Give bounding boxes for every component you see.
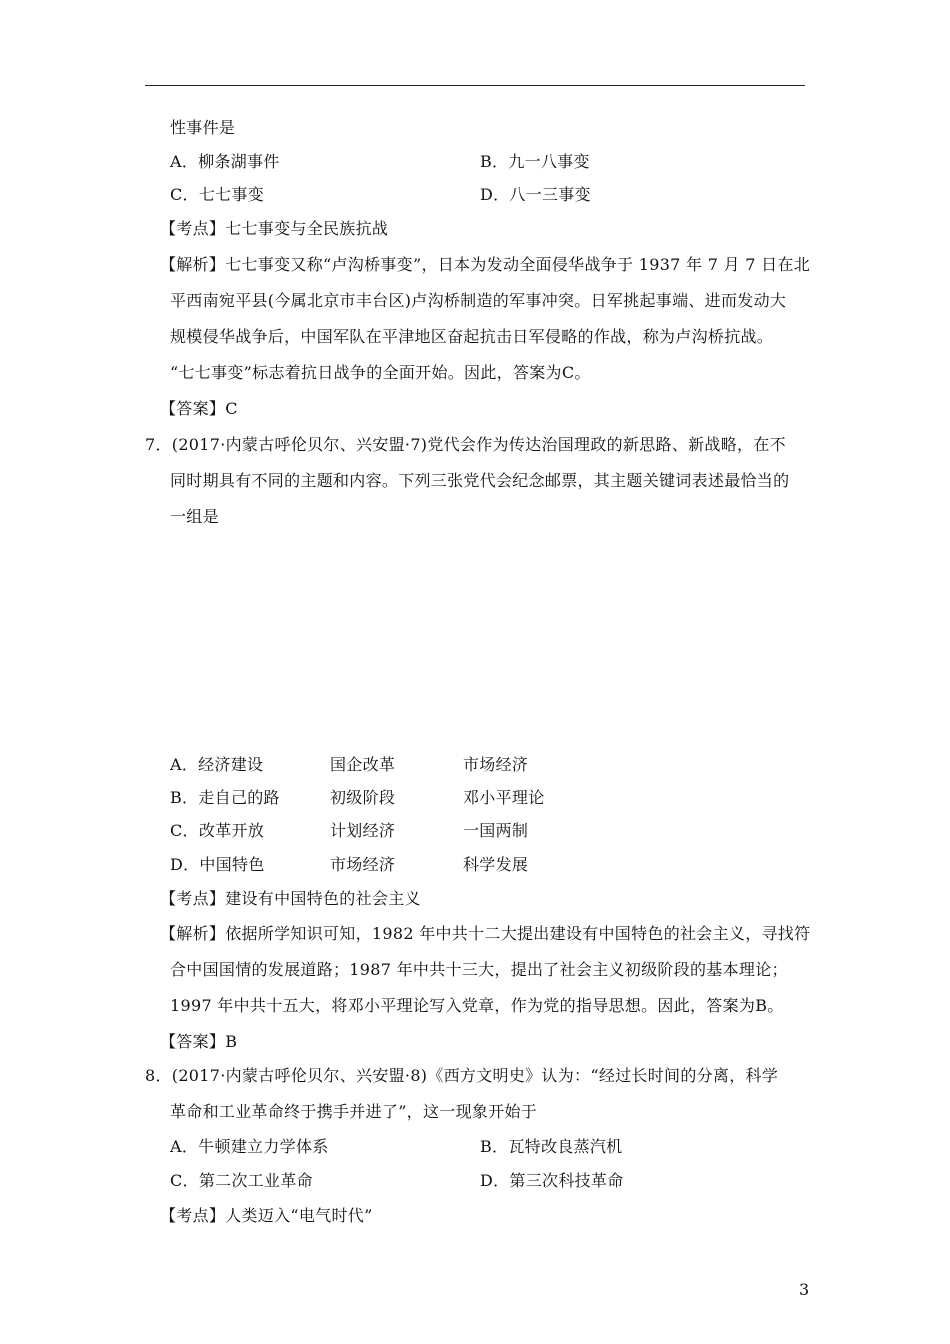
q7-kaodian: 【考点】建设有中国特色的社会主义 — [160, 889, 421, 908]
q6-jiexi-line: 【解析】七七事变又称“卢沟桥事变”，日本为发动全面侵华战争于 1937 年 7 月 7 日在北 — [160, 255, 811, 274]
q6-jiexi-line: “七七事变”标志着抗日战争的全面开始。因此，答案为C。 — [170, 363, 591, 382]
q8-kaodian: 【考点】人类迈入“电气时代” — [160, 1206, 373, 1225]
q7-jiexi-line: 合中国国情的发展道路；1987 年中共十三大，提出了社会主义初级阶段的基本理论； — [170, 960, 788, 979]
q8-option-b: B．瓦特改良蒸汽机 — [480, 1137, 623, 1156]
q7-option-b: B．走自己的路 — [170, 788, 280, 807]
q8-option-c: C．第二次工业革命 — [170, 1171, 313, 1190]
q6-option-d: D．八一三事变 — [480, 185, 591, 204]
q7-option-c: C．改革开放 — [170, 821, 265, 840]
q7-option-c-kw2: 计划经济 — [330, 821, 396, 840]
page-number: 3 — [799, 1280, 810, 1299]
q7-jiexi-line: 【解析】依据所学知识可知，1982 年中共十二大提出建设有中国特色的社会主义，寻找符 — [160, 924, 811, 943]
header-rule — [145, 85, 805, 86]
q7-stem-line: 一组是 — [170, 507, 219, 526]
q7-option-d-kw3: 科学发展 — [463, 855, 529, 874]
q8-stem-line: 8．(2017·内蒙古呼伦贝尔、兴安盟·8)《西方文明史》认为：“经过长时间的分离，科学 — [145, 1066, 779, 1085]
q7-option-b-kw3: 邓小平理论 — [463, 788, 545, 807]
q6-answer: 【答案】C — [160, 399, 238, 418]
q6-option-b: B．九一八事变 — [480, 152, 590, 171]
q7-option-d: D．中国特色 — [170, 855, 265, 874]
q8-option-d: D．第三次科技革命 — [480, 1171, 624, 1190]
q6-stem-tail: 性事件是 — [170, 118, 236, 137]
q7-stem-line: 同时期具有不同的主题和内容。下列三张党代会纪念邮票，其主题关键词表述最恰当的 — [170, 471, 790, 490]
q7-stem-line: 7．(2017·内蒙古呼伦贝尔、兴安盟·7)党代会作为传达治国理政的新思路、新战略，在不 — [145, 435, 786, 454]
q6-option-a: A．柳条湖事件 — [170, 152, 280, 171]
q7-option-a: A．经济建设 — [170, 755, 264, 774]
q7-option-a-kw2: 国企改革 — [330, 755, 396, 774]
q6-option-c: C．七七事变 — [170, 185, 265, 204]
q7-option-a-kw3: 市场经济 — [463, 755, 529, 774]
q8-option-a: A．牛顿建立力学体系 — [170, 1137, 329, 1156]
q6-jiexi-line: 规模侵华战争后，中国军队在平津地区奋起抗击日军侵略的作战，称为卢沟桥抗战。 — [170, 327, 774, 346]
q7-option-c-kw3: 一国两制 — [463, 821, 529, 840]
q6-kaodian: 【考点】七七事变与全民族抗战 — [160, 219, 389, 238]
q7-jiexi-line: 1997 年中共十五大，将邓小平理论写入党章，作为党的指导思想。因此，答案为B。 — [170, 996, 784, 1015]
q6-jiexi-line: 平西南宛平县(今属北京市丰台区)卢沟桥制造的军事冲突。日军挑起事端、进而发动大 — [170, 291, 787, 310]
q8-stem-line: 革命和工业革命终于携手并进了”，这一现象开始于 — [170, 1102, 538, 1121]
q7-option-d-kw2: 市场经济 — [330, 855, 396, 874]
q7-answer: 【答案】B — [160, 1032, 238, 1051]
q7-option-b-kw2: 初级阶段 — [330, 788, 396, 807]
